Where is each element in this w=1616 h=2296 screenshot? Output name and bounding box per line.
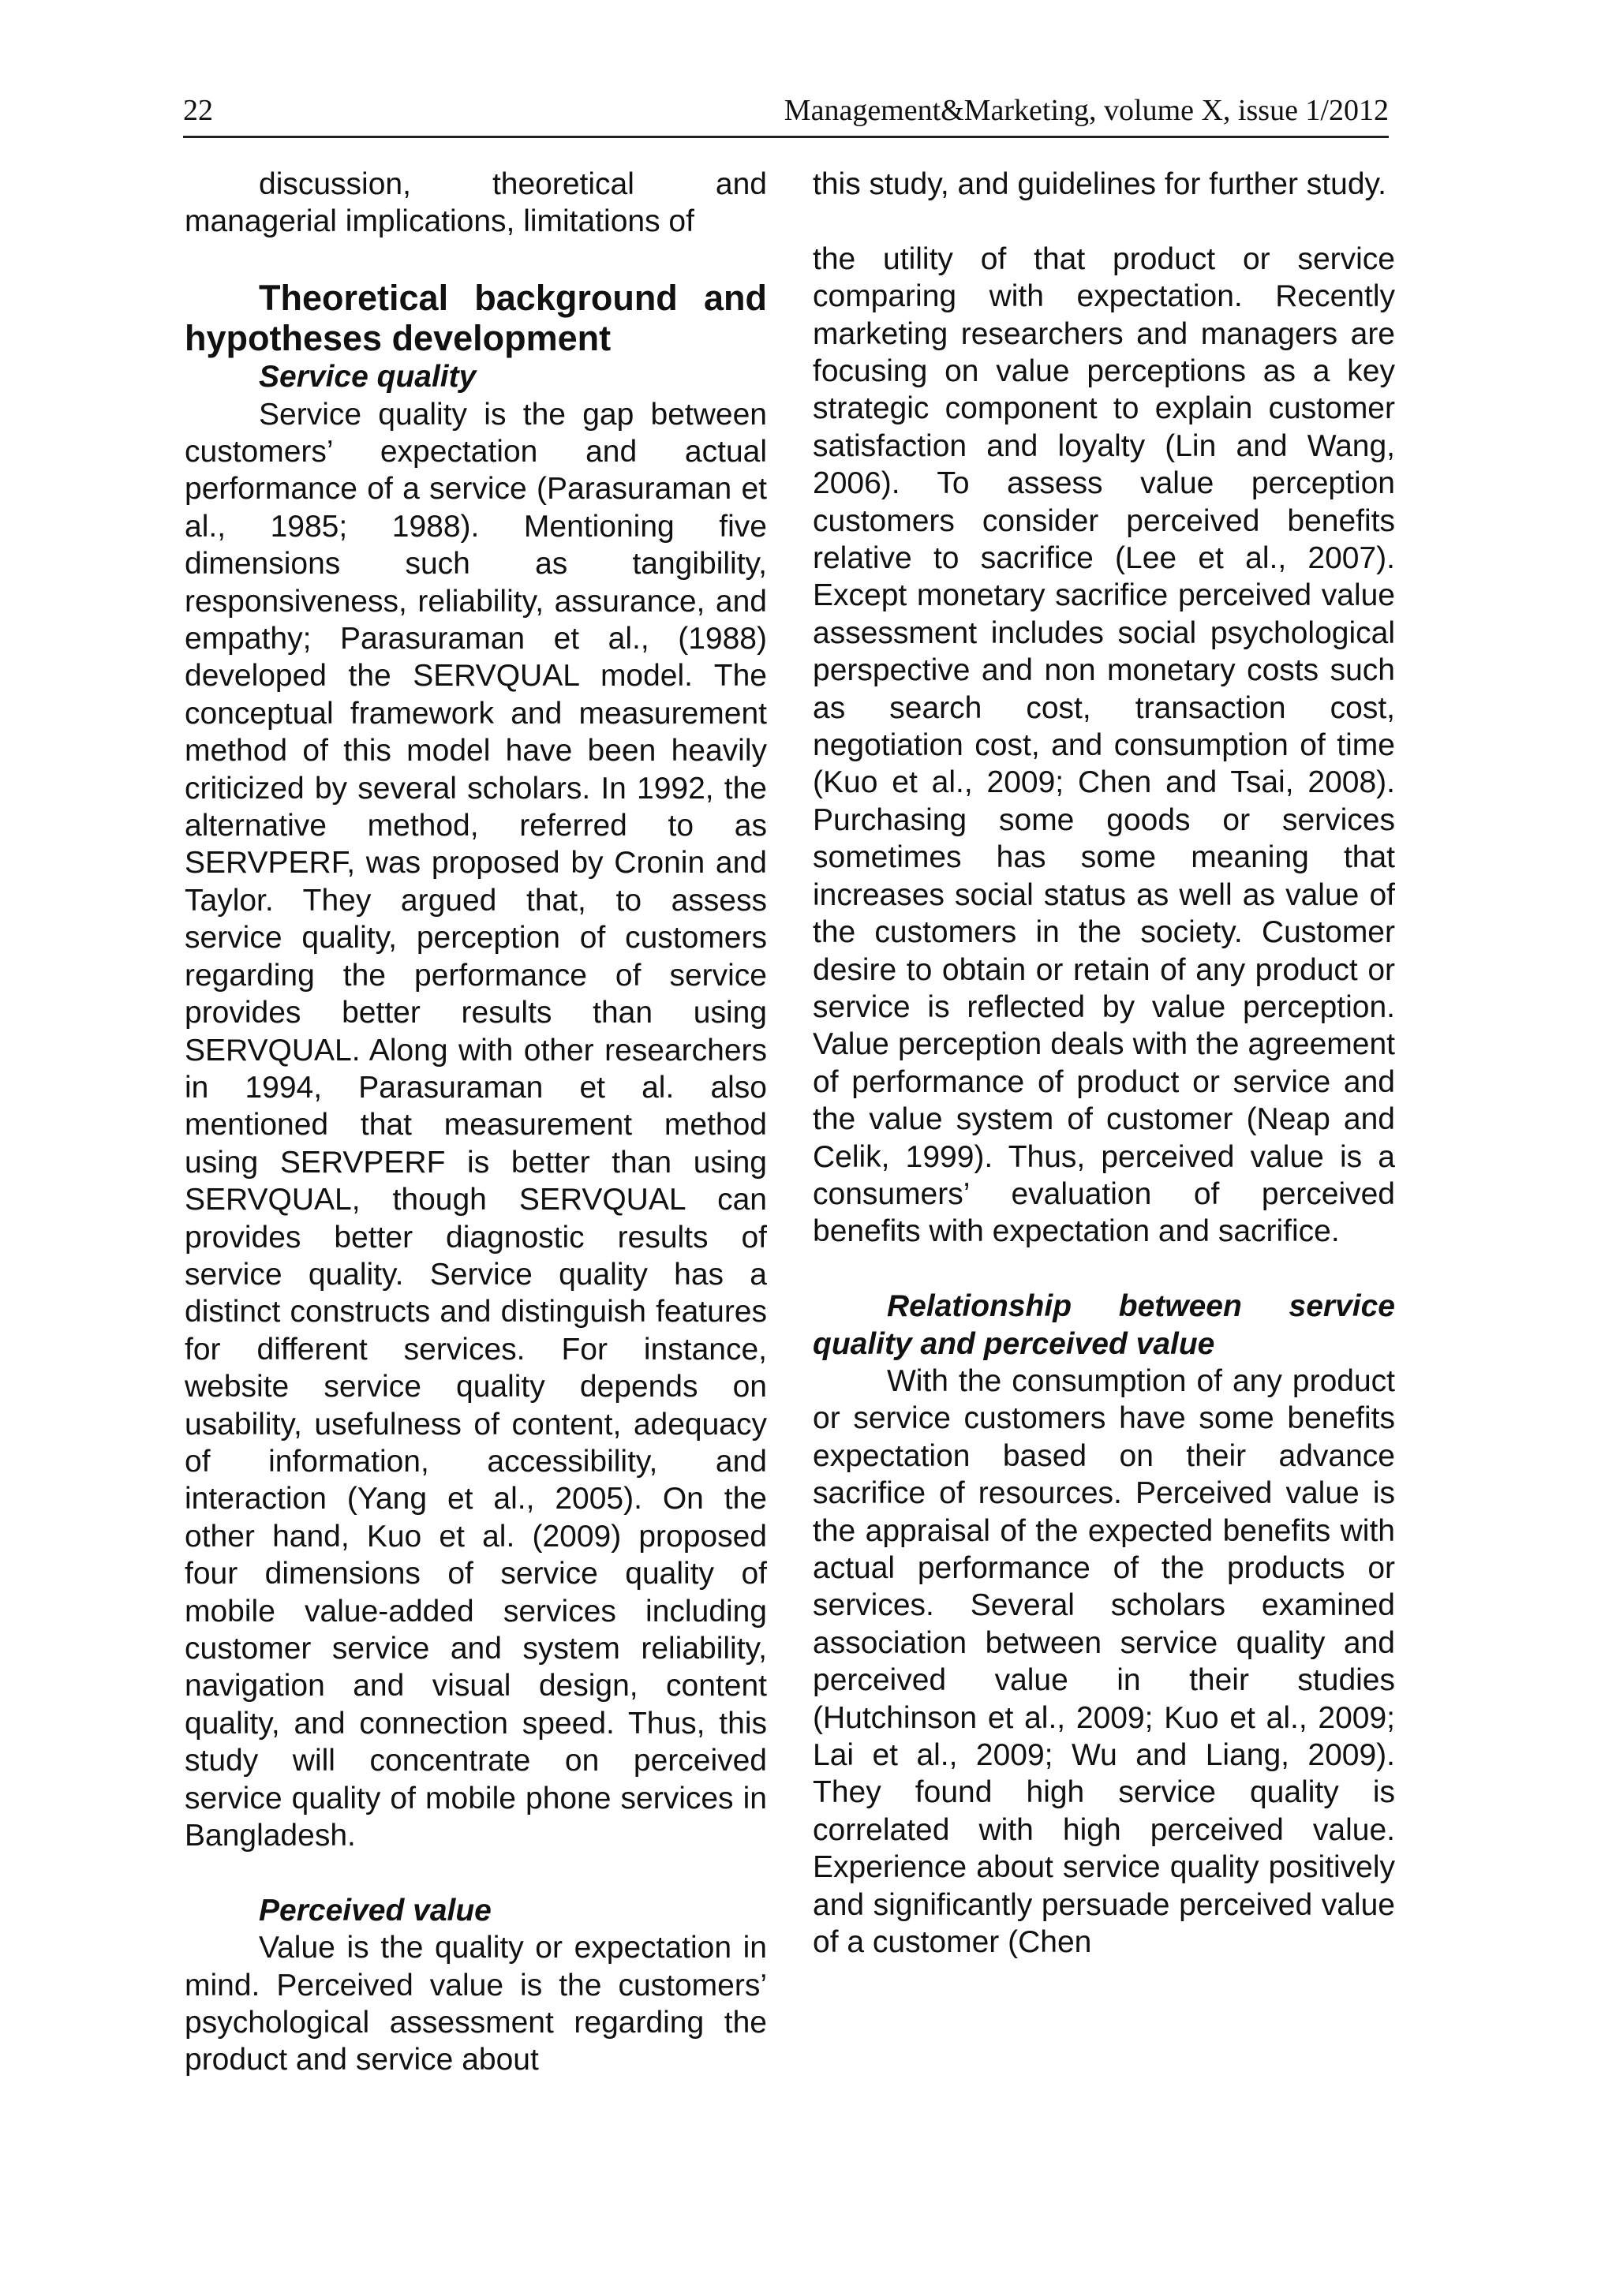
right-column <box>813 166 1395 1961</box>
paragraph-perceived-value-continued: the utility of that product or service comparing with expectation. Recently marketing researchers and managers are focusing on value perceptions as a key strategic component to explain customer satisfaction and loyalty (Lin and Wang, 2006). To assess value perception customers consider perceived benefits relative to sacrifice (Lee et al., 2007). Except monetary sacrifice perceived value assessment includes social psychological perspective and non monetary costs such as search cost, transaction cost, negotiation cost, and consumption of time (Kuo et al., 2009; Chen and Tsai, 2008). Purchasing some goods or services sometimes has some meaning that increases social status as well as value of the customers in the society. Customer desire to obtain or retain of any product or service is reflected by value perception. Value perception deals with the agreement of performance of product or service and the value system of customer (Neap and Celik, 1999). Thus, perceived value is a consumers’ evaluation of perceived benefits with expectation and sacrifice. <box>813 241 1395 1249</box>
journal-title: Management&Marketing, volume X, issue 1/2012 <box>784 94 1389 127</box>
section-heading-theoretical-background: Theoretical background and hypotheses development <box>185 278 767 359</box>
running-header <box>183 88 1389 138</box>
subheading-perceived-value: Perceived value <box>259 1893 492 1928</box>
right-continuation-text: this study, and guidelines for further study. <box>813 167 1386 201</box>
paragraph-service-quality: Service quality is the gap between customers’ expectation and actual performance of a service (Parasuraman et al., 1985; 1988). Mentioning five dimensions such as tangibility, responsiveness, reliability, assurance, and empathy; Parasuraman et al., (1988) developed the SERVQUAL model. The conceptual framework and measurement method of this model have been heavily criticized by several scholars. In 1992, the alternative method, referred to as SERVPERF, was proposed by Cronin and Taylor. They argued that, to assess service quality, perception of customers regarding the performance of service provides better results than using SERVQUAL. Along with other researchers in 1994, Parasuraman et al. also mentioned that measurement method using SERVPERF is better than using SERVQUAL, though SERVQUAL can provides better diagnostic results of service quality. Service quality has a distinct constructs and distinguish features for different services. For instance, website service quality depends on usability, usefulness of content, adequacy of information, accessibility, and interaction (Yang et al., 2005). On the other hand, Kuo et al. (2009) proposed four dimensions of service quality of mobile value-added services including customer service and system reliability, navigation and visual design, content quality, and connection speed. Thus, this study will concentrate on perceived service quality of mobile phone services in Bangladesh. <box>185 397 767 1853</box>
left-continuation-text: discussion, theoretical and managerial implications, limitations of <box>185 167 767 239</box>
paragraph-perceived-value: Value is the quality or expectation in mind. Perceived value is the customers’ psychological assessment regarding the product and service about <box>185 1931 767 2077</box>
subheading-service-quality: Service quality <box>259 360 477 395</box>
left-column <box>185 166 767 2079</box>
subheading-relationship: Relationship between service quality and perceived value <box>813 1289 1395 1361</box>
page-number: 22 <box>183 94 213 127</box>
paragraph-relationship: With the consumption of any product or service customers have some benefits expectation based on their advance sacrifice of resources. Perceived value is the appraisal of the expected benefits with actual performance of the products or services. Several scholars examined association between service quality and perceived value in their studies (Hutchinson et al., 2009; Kuo et al., 2009; Lai et al., 2009; Wu and Liang, 2009). They found high service quality is correlated with high perceived value. Experience about service quality positively and significantly persuade perceived value of a customer (Chen <box>813 1363 1395 1960</box>
